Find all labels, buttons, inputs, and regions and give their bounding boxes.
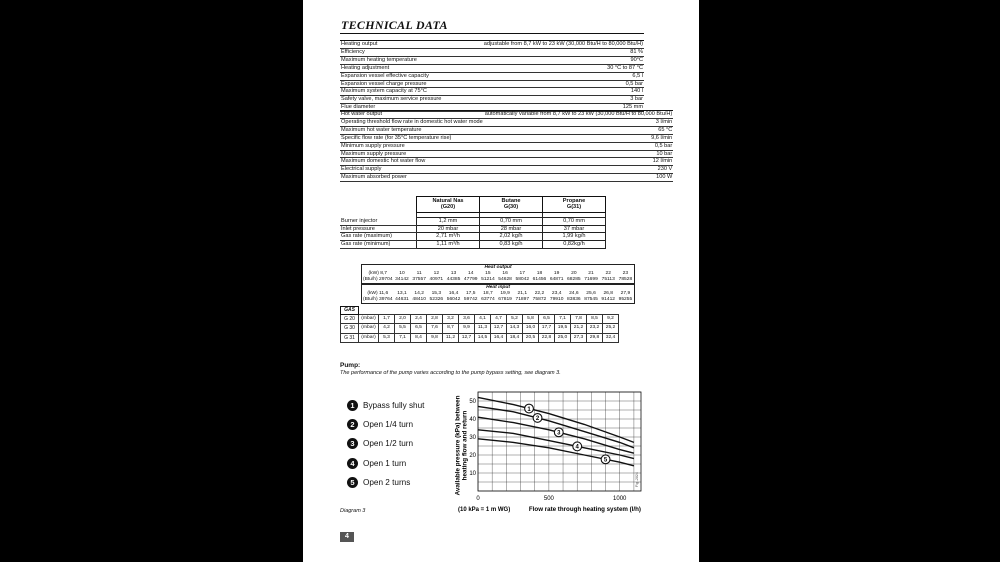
gas-pressure-value: 2,8 xyxy=(427,315,443,324)
gas-value: 2,71 m³/h xyxy=(417,233,480,241)
spec-row xyxy=(340,142,673,150)
gas-row xyxy=(340,233,606,241)
legend-label: Open 1 turn xyxy=(363,458,407,468)
gas-pressure-table xyxy=(340,306,619,343)
spec-label: Maximum hot water temperature xyxy=(340,126,484,134)
legend-item xyxy=(347,396,424,415)
gas-pressure-row xyxy=(341,333,619,342)
x-tick-label: 0 xyxy=(476,496,480,502)
pt-value: 87545 xyxy=(584,296,598,302)
pt-value: 26,8 xyxy=(603,290,613,296)
gas-value: 0,70 mm xyxy=(480,217,543,225)
pt-value: 17 xyxy=(519,270,525,276)
gas-row-label: Burner injector xyxy=(340,217,417,225)
spec-value: 81 % xyxy=(458,48,644,56)
pt-value: 47799 xyxy=(463,276,478,282)
spec-label: Operating threshold flow rate in domestic hot water mode xyxy=(341,118,483,125)
figure-code: Fig.-2824 xyxy=(635,472,639,487)
legend-label: Open 2 turns xyxy=(363,477,411,487)
pt-value: 58042 xyxy=(515,276,530,282)
pt-row xyxy=(340,291,635,297)
pt-value: 34142 xyxy=(395,276,409,282)
pt-value: 22,2 xyxy=(534,290,545,296)
series-marker-label: 1 xyxy=(527,406,531,413)
gas-row-label: Gas rate (minimum) xyxy=(340,241,417,249)
gas-table xyxy=(340,196,606,249)
gas-pressure-row xyxy=(341,315,619,324)
series-marker-label: 2 xyxy=(535,416,540,423)
gas-pressure-value: 16,0 xyxy=(523,324,539,333)
pt-value: (Btu/h) 39764 xyxy=(362,296,393,302)
gas-column-header: Butane G(30) xyxy=(480,197,543,213)
title-rule xyxy=(340,33,644,34)
y-tick-label: 20 xyxy=(469,453,476,459)
pump-chart xyxy=(445,384,655,516)
spec-row xyxy=(340,72,644,80)
pt-value: (kW) 8,7 xyxy=(362,271,394,277)
gas-grid-header: GAS xyxy=(341,307,359,315)
pt-value: 18 xyxy=(536,270,543,276)
spec-value: 9,6 l/min xyxy=(484,134,673,142)
pt-value: 75872 xyxy=(532,296,547,302)
pt-value: 67819 xyxy=(498,296,512,302)
pt-spacer xyxy=(340,297,362,303)
pt-value: 44385 xyxy=(446,276,461,282)
gas-pressure-value: 5,3 xyxy=(379,333,395,342)
gas-value: 37 mbar xyxy=(543,225,606,233)
spec-label: Maximum heating temperature xyxy=(340,56,458,64)
page-title: TECHNICAL DATA xyxy=(341,18,448,32)
spec-label: Maximum supply pressure xyxy=(340,150,484,158)
pump-legend xyxy=(347,396,424,492)
gas-pressure-value: 19,5 xyxy=(555,324,571,333)
series-line xyxy=(478,439,634,466)
spec-table-heating xyxy=(340,40,644,112)
spec-label: Specific flow rate (for 35°C temperature rise) xyxy=(340,134,484,142)
pt-value: 63774 xyxy=(481,296,495,302)
y-tick-label: 40 xyxy=(469,417,476,423)
pt-value: (kW) 11,6 xyxy=(362,291,394,297)
gas-pressure-value: 8,4 xyxy=(411,333,427,342)
pt-value: 83836 xyxy=(567,296,581,302)
spec-value: 30 °C to 87 °C xyxy=(458,64,644,72)
gas-name: G 30 xyxy=(341,324,359,333)
gas-pressure-value: 4,1 xyxy=(475,315,491,324)
gas-pressure-value: 5,2 xyxy=(507,315,523,324)
gas-name: G 31 xyxy=(341,333,359,342)
gas-pressure-value: 3,2 xyxy=(443,315,459,324)
spec-value: 100 W xyxy=(484,174,673,182)
spec-label: Maximum absorbed power xyxy=(340,174,484,182)
gas-pressure-value: 29,8 xyxy=(587,333,603,342)
pt-value: 23,4 xyxy=(551,290,562,296)
pump-heading: Pump: xyxy=(340,362,361,369)
gas-pressure-value: 2,4 xyxy=(411,315,427,324)
pt-value: 68285 xyxy=(567,276,581,282)
gas-pressure-value: 11,3 xyxy=(475,324,491,333)
gas-pressure-value: 14,5 xyxy=(475,333,491,342)
series-marker-label: 5 xyxy=(603,457,608,464)
pt-value: 17,5 xyxy=(465,290,476,296)
gas-pressure-value: 6,5 xyxy=(411,324,427,333)
gas-pressure-value: 12,7 xyxy=(491,324,507,333)
gas-pressure-value: 7,8 xyxy=(571,315,587,324)
gas-value: 0,82kg/h xyxy=(543,241,606,249)
pt-value: 19,9 xyxy=(500,290,510,296)
spec-label: Heating adjustment xyxy=(340,64,458,72)
gas-value: 1,99 kg/h xyxy=(543,233,606,241)
gas-pressure-value: 8,5 xyxy=(587,315,603,324)
x-tick-label: 500 xyxy=(543,496,554,502)
pt-value: 15,3 xyxy=(431,290,442,296)
pt-row xyxy=(340,271,635,277)
gas-pressure-value: 5,5 xyxy=(395,324,411,333)
gas-pressure-value: 22,8 xyxy=(539,333,555,342)
spec-value: 0,5 bar xyxy=(484,142,673,150)
legend-label: Open 1/2 turn xyxy=(363,439,414,449)
spec-row xyxy=(340,88,644,96)
spec-row xyxy=(340,48,644,56)
gas-pressure-value: 4,7 xyxy=(491,315,507,324)
gas-pressure-value: 6,5 xyxy=(539,315,555,324)
spec-row xyxy=(340,158,673,166)
spec-row xyxy=(340,126,673,134)
gas-row xyxy=(340,225,606,233)
gas-value: 0,83 kg/h xyxy=(480,241,543,249)
pt-value: 11 xyxy=(416,270,422,276)
gas-value: 2,02 kg/h xyxy=(480,233,543,241)
gas-pressure-value: 9,9 xyxy=(459,324,475,333)
pt-title: Heat output xyxy=(362,265,635,271)
legend-number: 2 xyxy=(347,419,358,430)
legend-label: Bypass fully shut xyxy=(363,401,425,411)
gas-value: 20 mbar xyxy=(417,225,480,233)
gas-pressure-value: 4,2 xyxy=(379,324,395,333)
gas-pressure-value: 7,1 xyxy=(555,315,571,324)
x-tick-label: 1000 xyxy=(613,496,627,502)
pt-value: 16,4 xyxy=(448,290,459,296)
gas-row-label: Gas rate (maximum) xyxy=(340,233,417,241)
spec-value: 230 V xyxy=(484,166,673,174)
pump-note: The performance of the pump varies according to the pump bypass setting, see diagram 3. xyxy=(340,370,561,376)
pt-value: 71897 xyxy=(515,296,530,302)
pt-value: 75113 xyxy=(601,276,615,282)
pt-value: 25,6 xyxy=(586,290,596,296)
legend-label: Open 1/4 turn xyxy=(363,420,414,430)
gas-row xyxy=(340,217,606,225)
pt-value: (Btu/h) 29704 xyxy=(362,276,393,282)
spec-value: automatically variable from 8,7 kW to 23 kW (30,000 Btu/H to 80,000 Btu/H) xyxy=(484,111,673,117)
spec-value: 10 bar xyxy=(484,150,673,158)
gas-value: 1,11 m³/h xyxy=(417,241,480,249)
spec-label: Maximum domestic hot water flow xyxy=(340,158,484,166)
document-page xyxy=(303,0,699,562)
pt-value: 21 xyxy=(588,270,594,276)
pt-value: 24,6 xyxy=(569,290,579,296)
gas-column-header: Propane G(31) xyxy=(543,197,606,213)
spec-row xyxy=(340,174,673,182)
spec-value: 140 l xyxy=(458,88,644,96)
gas-pressure-value: 23,2 xyxy=(587,324,603,333)
spec-table-hot-water xyxy=(340,110,673,182)
gas-value: 0,70 mm xyxy=(543,217,606,225)
spec-label: Electrical supply xyxy=(340,166,484,174)
pt-value: 71699 xyxy=(584,276,598,282)
pt-value: 91412 xyxy=(601,296,616,302)
legend-item xyxy=(347,473,424,492)
pt-value: 14,2 xyxy=(414,290,424,296)
spec-label: Expansion vessel effective capacity xyxy=(340,72,458,80)
heat-input-table xyxy=(340,284,635,304)
gas-pressure-value: 21,2 xyxy=(571,324,587,333)
pt-value: 61456 xyxy=(532,276,547,282)
spec-value: 6,5 l xyxy=(458,72,644,80)
pt-value: 12 xyxy=(433,270,440,276)
gas-pressure-value: 3,6 xyxy=(459,315,475,324)
spec-label: Safety valve, maximum service pressure xyxy=(340,96,458,104)
spec-row xyxy=(340,56,644,64)
gas-row xyxy=(340,241,606,249)
pt-value: 27,9 xyxy=(617,291,635,297)
pt-row xyxy=(340,297,635,303)
pt-value: 15 xyxy=(485,270,491,276)
gas-pressure-value: 27,3 xyxy=(571,333,587,342)
spec-row xyxy=(340,118,673,126)
pt-value: 16 xyxy=(502,270,508,276)
gas-unit: (mbar) xyxy=(359,324,379,333)
gas-name: G 20 xyxy=(341,315,359,324)
pt-value: 44631 xyxy=(395,296,409,302)
pt-value: 78528 xyxy=(617,277,635,283)
gas-pressure-value: 5,8 xyxy=(523,315,539,324)
gas-pressure-value: 1,7 xyxy=(379,315,395,324)
legend-number: 1 xyxy=(347,400,358,411)
y-tick-label: 50 xyxy=(469,399,476,405)
pt-value: 51214 xyxy=(481,276,495,282)
pt-value: 23 xyxy=(617,271,635,277)
gas-row-label: Inlet pressure xyxy=(340,225,417,233)
y-tick-label: 30 xyxy=(469,435,476,441)
gas-pressure-value: 16,4 xyxy=(491,333,507,342)
pt-value: 56042 xyxy=(446,296,461,302)
gas-pressure-value: 7,1 xyxy=(395,333,411,342)
pt-spacer xyxy=(340,277,362,283)
spec-value: 3 bar xyxy=(458,96,644,104)
gas-pressure-value: 12,7 xyxy=(459,333,475,342)
spec-row xyxy=(340,96,644,104)
spec-label: Maximum system capacity at 75°C xyxy=(340,88,458,96)
spec-label: Minimum supply pressure xyxy=(340,142,484,150)
pt-value: 64871 xyxy=(549,276,564,282)
diagram-caption: Diagram 3 xyxy=(340,508,366,514)
spec-row xyxy=(340,64,644,72)
spec-row xyxy=(340,41,644,49)
y-tick-label: 10 xyxy=(469,471,476,477)
spec-row xyxy=(340,80,644,88)
legend-number: 5 xyxy=(347,477,358,488)
gas-pressure-value: 9,2 xyxy=(603,315,619,324)
spec-label: Heating output xyxy=(340,41,458,49)
spec-value: 65 °C xyxy=(484,126,673,134)
gas-pressure-value: 32,4 xyxy=(603,333,619,342)
gas-unit: (mbar) xyxy=(359,315,379,324)
gas-pressure-value: 14,3 xyxy=(507,324,523,333)
legend-number: 4 xyxy=(347,458,358,469)
pt-value: 10 xyxy=(399,270,405,276)
spec-label: Hot water output xyxy=(340,111,484,119)
spec-label: Expansion vessel charge pressure xyxy=(340,80,458,88)
pt-value: 54628 xyxy=(498,276,512,282)
legend-number: 3 xyxy=(347,438,358,449)
spec-value: 12 l/min xyxy=(484,158,673,166)
pt-row xyxy=(340,277,635,283)
legend-item xyxy=(347,434,424,453)
pt-value: 37557 xyxy=(412,276,426,282)
gas-pressure-value: 2,0 xyxy=(395,315,411,324)
pt-value: 13,1 xyxy=(397,290,407,296)
x-axis-label: Flow rate through heating system (l/h) xyxy=(528,506,641,513)
spec-label: Efficiency xyxy=(340,48,458,56)
unit-note: (10 kPa = 1 m WG) xyxy=(458,507,511,513)
gas-pressure-value: 9,8 xyxy=(427,333,443,342)
gas-column-header: Natural Nas (G20) xyxy=(417,197,480,213)
pt-value: 40971 xyxy=(429,276,444,282)
spec-value: 3 l/min xyxy=(484,118,673,126)
spec-row xyxy=(340,134,673,142)
pt-value: 48410 xyxy=(412,296,426,302)
gas-unit: (mbar) xyxy=(359,333,379,342)
pt-value: 79910 xyxy=(549,296,564,302)
spec-value: 0,5 bar xyxy=(458,80,644,88)
page-number: 4 xyxy=(340,532,354,542)
spec-label: Flue diameter xyxy=(340,104,458,112)
gas-pressure-value: 25,0 xyxy=(555,333,571,342)
gas-corner xyxy=(340,197,417,213)
gas-value: 28 mbar xyxy=(480,225,543,233)
spec-row xyxy=(340,166,673,174)
pt-value: 95255 xyxy=(617,297,635,303)
gas-pressure-value: 7,6 xyxy=(427,324,443,333)
gas-pressure-value: 18,4 xyxy=(507,333,523,342)
gas-pressure-value: 25,2 xyxy=(603,324,619,333)
spec-row xyxy=(340,150,673,158)
gas-pressure-value: 20,5 xyxy=(523,333,539,342)
pt-value: 21,1 xyxy=(517,290,528,296)
pt-value: 52326 xyxy=(429,296,444,302)
pt-value: 20 xyxy=(571,270,577,276)
series-marker-label: 3 xyxy=(557,430,561,437)
pt-value: 19 xyxy=(553,270,560,276)
pt-value: 22 xyxy=(605,270,611,276)
legend-item xyxy=(347,415,424,434)
spec-value: 90°C xyxy=(458,56,644,64)
heat-output-table xyxy=(340,264,635,284)
pt-value: 18,7 xyxy=(483,290,493,296)
legend-item xyxy=(347,454,424,473)
y-axis-label: Available pressure (kPa) betweenheating flow and return xyxy=(454,395,469,496)
gas-pressure-row xyxy=(341,324,619,333)
spec-value: 125 mm xyxy=(458,104,644,112)
spec-value: adjustable from 8,7 kW to 23 kW (30,000 Btu/H to 80,000 Btu/H) xyxy=(458,41,644,49)
pt-value: 14 xyxy=(467,270,474,276)
gas-pressure-value: 17,7 xyxy=(539,324,555,333)
series-marker-label: 4 xyxy=(575,444,579,451)
pt-value: 13 xyxy=(450,270,457,276)
pt-value: 59742 xyxy=(463,296,478,302)
gas-pressure-value: 11,2 xyxy=(443,333,459,342)
spec-row xyxy=(340,111,673,119)
pt-title: Heat input xyxy=(362,285,635,291)
gas-value: 1,2 mm xyxy=(417,217,480,225)
gas-pressure-value: 8,7 xyxy=(443,324,459,333)
